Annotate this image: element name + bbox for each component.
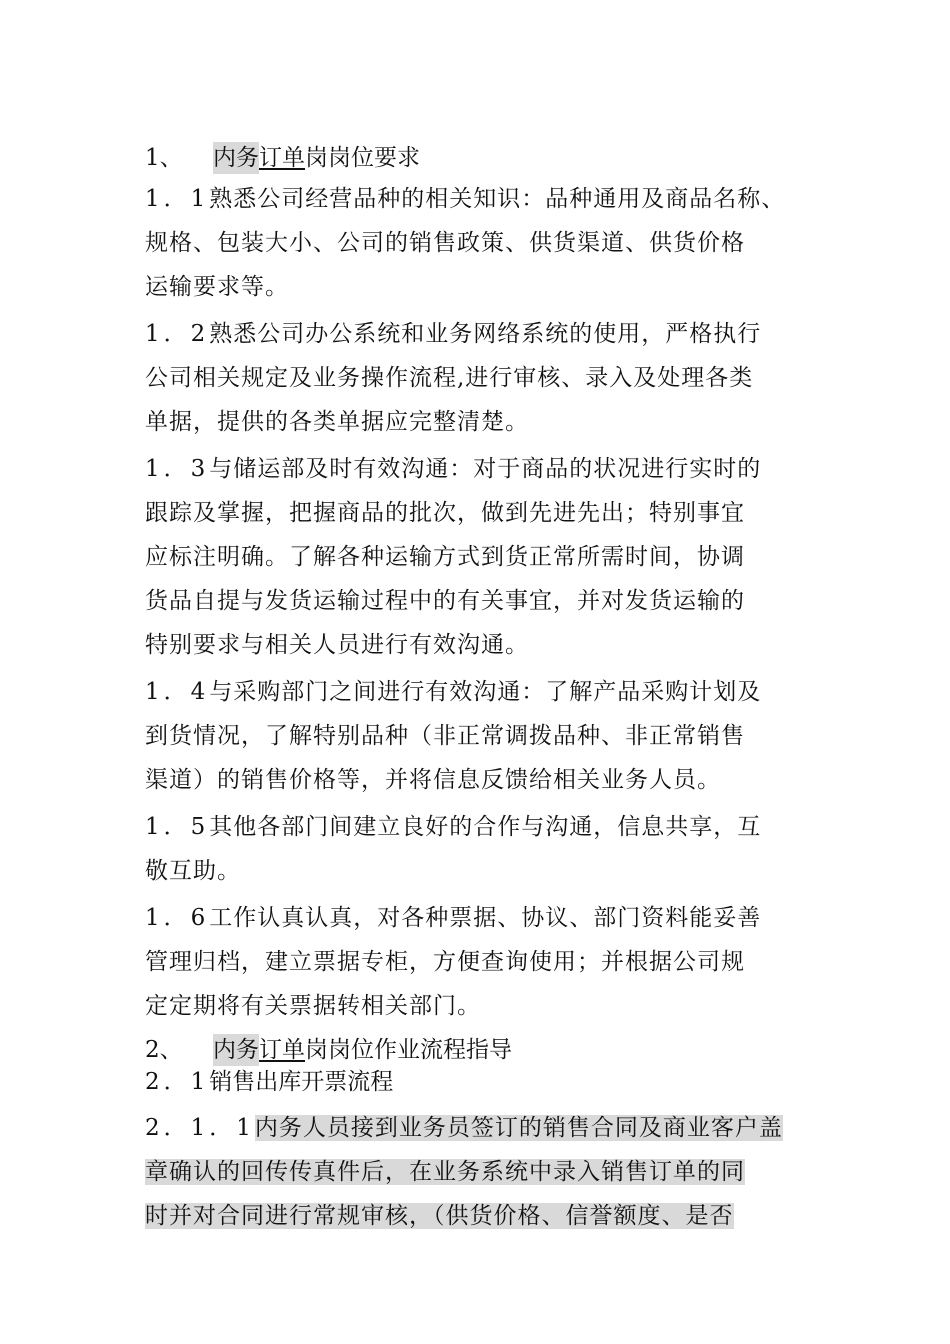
- paragraph-1-1: [145, 177, 845, 309]
- paragraph-line: [145, 714, 845, 758]
- paragraph-line-text: 特别要求与相关人员进行有效沟通。: [145, 632, 529, 658]
- paragraph-line-text: 熟悉公司经营品种的相关知识：品种通用及商品名称、: [209, 186, 786, 212]
- paragraph-line: [145, 849, 845, 893]
- paragraph-1-5: [145, 805, 845, 893]
- paragraph-line: [145, 177, 845, 221]
- section-2-title-highlight: 内务: [213, 1034, 259, 1066]
- paragraph-line-text: 运输要求等。: [145, 274, 289, 300]
- paragraph-line: [145, 984, 845, 1028]
- paragraph-number: 1．2: [145, 321, 210, 347]
- paragraph-line-text: 工作认真认真，对各种票据、协议、部门资料能妥善: [209, 905, 762, 931]
- paragraph-line-text: 渠道）的销售价格等，并将信息反馈给相关业务人员。: [145, 767, 721, 793]
- paragraph-line-text: 应标注明确。了解各种运输方式到货正常所需时间，协调: [145, 544, 745, 570]
- paragraph-line-text: 公司相关规定及业务操作流程,进行审核、录入及处理各类: [145, 365, 754, 391]
- paragraph-line: [145, 400, 845, 444]
- paragraph-line: [145, 1106, 845, 1150]
- paragraph-1-4: [145, 670, 845, 802]
- paragraph-line: [145, 670, 845, 714]
- section-2-heading: [145, 1034, 845, 1066]
- paragraph-1-2: [145, 312, 845, 444]
- paragraph-line-text: 规格、包装大小、公司的销售政策、供货渠道、供货价格: [145, 230, 745, 256]
- paragraph-line-text: 熟悉公司办公系统和业务网络系统的使用，严格执行: [209, 321, 762, 347]
- paragraph-line-text: 到货情况，了解特别品种（非正常调拨品种、非正常销售: [145, 723, 745, 749]
- paragraph-number: 1．3: [145, 456, 210, 482]
- paragraph-number: 2．1．1: [145, 1115, 255, 1141]
- paragraph-line-text: 敬互助。: [145, 858, 241, 884]
- subsection-2-1-number: 2．1: [145, 1069, 210, 1095]
- paragraph-line-text: 与采购部门之间进行有效沟通：了解产品采购计划及: [209, 679, 762, 705]
- paragraph-line-text: 与储运部及时有效沟通：对于商品的状况进行实时的: [209, 456, 762, 482]
- paragraph-line-text: 单据，提供的各类单据应完整清楚。: [145, 409, 529, 435]
- section-1-paragraphs: [145, 177, 845, 1028]
- paragraph-line: [145, 221, 845, 265]
- paragraph-line: [145, 579, 845, 623]
- paragraph-line: [145, 447, 845, 491]
- section-2-number: 2、: [145, 1037, 183, 1063]
- paragraph-1-3: [145, 447, 845, 667]
- paragraph-line: [145, 805, 845, 849]
- paragraph-line: [145, 758, 845, 802]
- paragraph-number: 1．4: [145, 679, 210, 705]
- paragraph-line-text: 内务人员接到业务员签订的销售合同及商业客户盖: [254, 1115, 783, 1141]
- paragraph-number: 1．5: [145, 814, 210, 840]
- paragraph-line-text: 时并对合同进行常规审核，（供货价格、信誉额度、是否: [145, 1203, 734, 1229]
- paragraph-line: [145, 623, 845, 667]
- paragraph-1-6: [145, 896, 845, 1028]
- section-1-title-highlight: 内务: [213, 142, 259, 174]
- subsection-2-1-title: 销售出库开票流程: [209, 1069, 394, 1095]
- section-1-heading: [145, 142, 845, 174]
- paragraph-line: [145, 1194, 845, 1238]
- paragraph-line: [145, 535, 845, 579]
- paragraph-line-text: 货品自提与发货运输过程中的有关事宜，并对发货运输的: [145, 588, 745, 614]
- paragraph-line: [145, 896, 845, 940]
- paragraph-line: [145, 940, 845, 984]
- paragraph-line: [145, 491, 845, 535]
- paragraph-line: [145, 312, 845, 356]
- section-2-title-rest: 岗岗位作业流程指导: [305, 1037, 512, 1063]
- section-1-title-underlined: 订单: [259, 145, 305, 171]
- paragraph-line-text: 定定期将有关票据转相关部门。: [145, 993, 481, 1019]
- paragraph-line-text: 管理归档，建立票据专柜，方便查询使用；并根据公司规: [145, 949, 745, 975]
- paragraph-line-text: 章确认的回传传真件后，在业务系统中录入销售订单的同: [145, 1159, 745, 1185]
- section-2-title-underlined: 订单: [259, 1037, 305, 1063]
- section-1-title-rest: 岗岗位要求: [305, 145, 420, 171]
- paragraph-2-1-1: [145, 1106, 845, 1238]
- paragraph-line-text: 跟踪及掌握，把握商品的批次，做到先进先出；特别事宜: [145, 500, 745, 526]
- paragraph-line: [145, 265, 845, 309]
- paragraph-number: 1．1: [145, 186, 210, 212]
- document-body: [145, 142, 845, 1238]
- subsection-2-1-heading: [145, 1066, 845, 1098]
- section-1-number: 1、: [145, 145, 183, 171]
- paragraph-line: [145, 356, 845, 400]
- paragraph-line: [145, 1150, 845, 1194]
- paragraph-number: 1．6: [145, 905, 210, 931]
- paragraph-line-text: 其他各部门间建立良好的合作与沟通，信息共享，互: [209, 814, 762, 840]
